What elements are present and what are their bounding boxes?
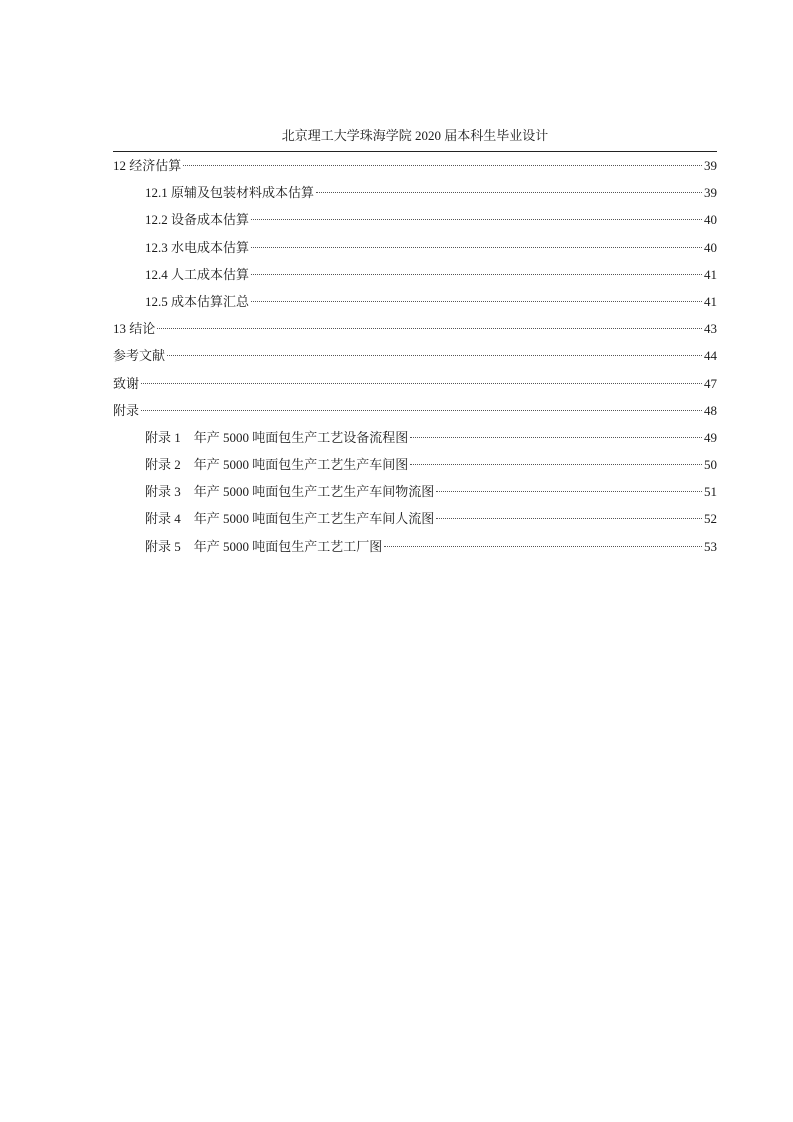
toc-entry-page: 39 bbox=[704, 185, 717, 201]
toc-leader-dots bbox=[141, 383, 702, 384]
toc-entry-references[interactable] bbox=[113, 346, 717, 373]
toc-entry-title: 参考文献 bbox=[113, 348, 166, 364]
toc-leader-dots bbox=[410, 437, 702, 438]
toc-entry-equipment-cost[interactable] bbox=[113, 210, 717, 237]
toc-entry-title: 12.2 设备成本估算 bbox=[145, 212, 250, 228]
toc-leader-dots bbox=[436, 491, 702, 492]
toc-entry-title: 附录 bbox=[113, 402, 140, 418]
toc-entry-conclusion[interactable] bbox=[113, 319, 717, 346]
toc-entry-material-cost[interactable] bbox=[113, 183, 717, 210]
toc-entry-page: 41 bbox=[704, 266, 717, 282]
toc-entry-title: 13 结论 bbox=[113, 321, 156, 337]
toc-entry-appendix-5[interactable] bbox=[113, 537, 717, 564]
toc-entry-page: 44 bbox=[704, 348, 717, 364]
toc-leader-dots bbox=[157, 328, 702, 329]
toc-entry-appendix-3[interactable] bbox=[113, 482, 717, 509]
toc-entry-page: 39 bbox=[704, 158, 717, 173]
toc-entry-title: 附录 3 年产 5000 吨面包生产工艺生产车间物流图 bbox=[145, 484, 435, 500]
toc-entry-page: 49 bbox=[704, 429, 717, 445]
toc-entry-page: 53 bbox=[704, 538, 717, 554]
toc-entry-title: 12.1 原辅及包装材料成本估算 bbox=[145, 185, 315, 201]
toc-leader-dots bbox=[251, 219, 702, 220]
header-divider bbox=[113, 151, 717, 152]
toc-leader-dots bbox=[141, 410, 702, 411]
page-header: 北京理工大学珠海学院 2020 届本科生毕业设计 bbox=[281, 128, 549, 143]
toc-entry-page: 40 bbox=[704, 212, 717, 228]
toc-entry-title: 12.5 成本估算汇总 bbox=[145, 293, 250, 309]
toc-entry-page: 43 bbox=[704, 321, 717, 337]
toc-entry-acknowledgements[interactable] bbox=[113, 374, 717, 401]
toc-entry-page: 41 bbox=[704, 293, 717, 309]
toc-leader-dots bbox=[251, 301, 702, 302]
toc-leader-dots bbox=[251, 247, 702, 248]
toc-entry-page: 50 bbox=[704, 457, 717, 473]
toc-entry-appendix-2[interactable] bbox=[113, 455, 717, 482]
toc-entry-title: 12.3 水电成本估算 bbox=[145, 239, 250, 255]
toc-entry-page: 52 bbox=[704, 511, 717, 527]
toc-leader-dots bbox=[183, 165, 702, 166]
toc-entry-page: 48 bbox=[704, 402, 717, 418]
toc-entry-title: 12 经济估算 bbox=[113, 158, 182, 173]
toc-leader-dots bbox=[251, 274, 702, 275]
toc-entry-labor-cost[interactable] bbox=[113, 265, 717, 292]
toc-entry-page: 47 bbox=[704, 375, 717, 391]
toc-entry-title: 附录 5 年产 5000 吨面包生产工艺工厂图 bbox=[145, 538, 383, 554]
toc-entry-appendix-4[interactable] bbox=[113, 509, 717, 536]
toc-entry-appendix-1[interactable] bbox=[113, 428, 717, 455]
toc-entry-page: 40 bbox=[704, 239, 717, 255]
toc-entry-utility-cost[interactable] bbox=[113, 238, 717, 265]
toc-entry-title: 附录 1 年产 5000 吨面包生产工艺设备流程图 bbox=[145, 429, 409, 445]
toc-leader-dots bbox=[167, 355, 702, 356]
toc-entry-economic-estimation[interactable] bbox=[113, 156, 717, 183]
toc-entry-title: 附录 2 年产 5000 吨面包生产工艺生产车间图 bbox=[145, 457, 409, 473]
toc-entry-cost-summary[interactable] bbox=[113, 292, 717, 319]
toc-entry-title: 附录 4 年产 5000 吨面包生产工艺生产车间人流图 bbox=[145, 511, 435, 527]
toc-entry-page: 51 bbox=[704, 484, 717, 500]
toc-entry-appendix[interactable] bbox=[113, 401, 717, 428]
toc-leader-dots bbox=[410, 464, 702, 465]
toc-entry-title: 12.4 人工成本估算 bbox=[145, 266, 250, 282]
toc-entry-title: 致谢 bbox=[113, 375, 140, 391]
table-of-contents bbox=[113, 156, 717, 564]
toc-leader-dots bbox=[316, 192, 702, 193]
toc-leader-dots bbox=[384, 546, 702, 547]
toc-leader-dots bbox=[436, 518, 702, 519]
